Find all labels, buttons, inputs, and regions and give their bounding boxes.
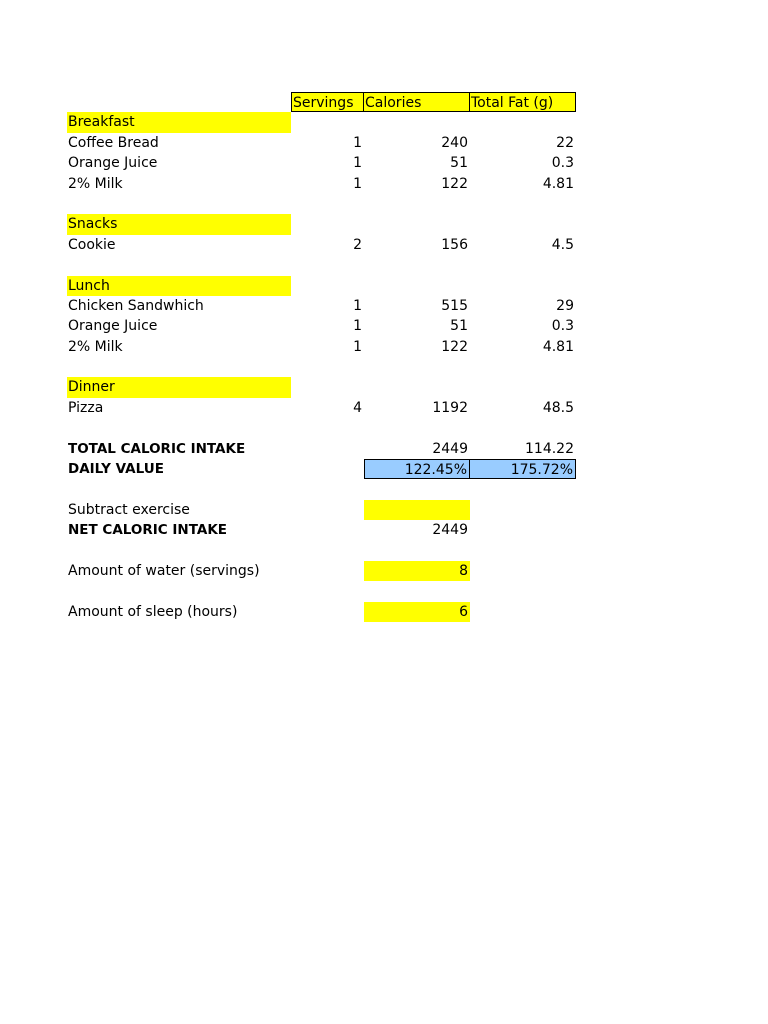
servings-cell[interactable]: 1 bbox=[353, 134, 362, 151]
food-cell[interactable]: 2% Milk bbox=[68, 175, 123, 192]
fat-cell[interactable]: 4.81 bbox=[542, 338, 574, 355]
servings-cell[interactable]: 1 bbox=[353, 297, 362, 314]
fat-cell[interactable]: 29 bbox=[556, 297, 574, 314]
fat-cell[interactable]: 48.5 bbox=[542, 399, 574, 416]
daily-value-row bbox=[67, 459, 577, 479]
food-cell[interactable]: 2% Milk bbox=[68, 338, 123, 355]
section-label[interactable]: Snacks bbox=[67, 214, 291, 234]
blank-row bbox=[67, 581, 577, 601]
header-row bbox=[67, 92, 577, 112]
daily-value-calories[interactable]: 122.45% bbox=[364, 459, 470, 479]
water-label[interactable]: Amount of water (servings) bbox=[68, 562, 260, 579]
table-row bbox=[67, 174, 577, 194]
blank-row bbox=[67, 255, 577, 275]
fat-cell[interactable]: 0.3 bbox=[551, 318, 574, 335]
servings-cell[interactable]: 2 bbox=[353, 236, 362, 253]
servings-cell[interactable]: 1 bbox=[353, 318, 362, 335]
calories-cell[interactable]: 240 bbox=[441, 134, 468, 151]
daily-value-label[interactable]: DAILY VALUE bbox=[68, 461, 164, 478]
table-row bbox=[67, 153, 577, 173]
calories-cell[interactable]: 1192 bbox=[432, 399, 468, 416]
servings-cell[interactable]: 1 bbox=[353, 155, 362, 172]
daily-value-fat[interactable]: 175.72% bbox=[470, 459, 576, 479]
net-value[interactable]: 2449 bbox=[432, 522, 468, 539]
calories-cell[interactable]: 122 bbox=[441, 338, 468, 355]
fat-cell[interactable]: 0.3 bbox=[551, 155, 574, 172]
section-label[interactable]: Breakfast bbox=[67, 112, 291, 132]
total-fat[interactable]: 114.22 bbox=[525, 440, 574, 457]
table-row bbox=[67, 296, 577, 316]
water-input[interactable]: 8 bbox=[364, 561, 470, 581]
blank-row bbox=[67, 541, 577, 561]
food-cell[interactable]: Orange Juice bbox=[68, 155, 158, 172]
section-row-breakfast bbox=[67, 112, 577, 132]
servings-cell[interactable]: 4 bbox=[353, 399, 362, 416]
fat-cell[interactable]: 4.81 bbox=[542, 175, 574, 192]
net-label[interactable]: NET CALORIC INTAKE bbox=[68, 522, 228, 539]
calories-cell[interactable]: 51 bbox=[450, 155, 468, 172]
water-row bbox=[67, 561, 577, 581]
calories-cell[interactable]: 51 bbox=[450, 318, 468, 335]
spreadsheet bbox=[67, 92, 577, 622]
exercise-label[interactable]: Subtract exercise bbox=[68, 501, 190, 518]
fat-cell[interactable]: 22 bbox=[556, 134, 574, 151]
servings-cell[interactable]: 1 bbox=[353, 175, 362, 192]
sleep-label[interactable]: Amount of sleep (hours) bbox=[68, 603, 238, 620]
calories-cell[interactable]: 122 bbox=[441, 175, 468, 192]
food-cell[interactable]: Pizza bbox=[68, 399, 104, 416]
section-row-dinner bbox=[67, 377, 577, 397]
sleep-row bbox=[67, 602, 577, 622]
section-row-lunch bbox=[67, 276, 577, 296]
header-servings[interactable]: Servings bbox=[291, 92, 364, 112]
section-row-snacks bbox=[67, 214, 577, 234]
calories-cell[interactable]: 156 bbox=[441, 236, 468, 253]
food-cell[interactable]: Coffee Bread bbox=[68, 134, 159, 151]
exercise-input[interactable] bbox=[364, 500, 470, 520]
table-row bbox=[67, 235, 577, 255]
table-row bbox=[67, 316, 577, 336]
calories-cell[interactable]: 515 bbox=[441, 297, 468, 314]
food-cell[interactable]: Orange Juice bbox=[68, 318, 158, 335]
table-row bbox=[67, 398, 577, 418]
table-row bbox=[67, 337, 577, 357]
food-cell[interactable]: Chicken Sandwhich bbox=[68, 297, 204, 314]
servings-cell[interactable]: 1 bbox=[353, 338, 362, 355]
sleep-input[interactable]: 6 bbox=[364, 602, 470, 622]
total-label[interactable]: TOTAL CALORIC INTAKE bbox=[68, 440, 246, 457]
exercise-row bbox=[67, 500, 577, 520]
food-cell[interactable]: Cookie bbox=[68, 236, 116, 253]
total-row bbox=[67, 439, 577, 459]
fat-cell[interactable]: 4.5 bbox=[551, 236, 574, 253]
total-calories[interactable]: 2449 bbox=[432, 440, 468, 457]
table-row bbox=[67, 133, 577, 153]
blank-row bbox=[67, 418, 577, 438]
section-label[interactable]: Lunch bbox=[67, 276, 291, 296]
header-total-fat[interactable]: Total Fat (g) bbox=[470, 92, 576, 112]
net-row bbox=[67, 520, 577, 540]
blank-row bbox=[67, 479, 577, 499]
header-calories[interactable]: Calories bbox=[364, 92, 470, 112]
blank-row bbox=[67, 357, 577, 377]
blank-row bbox=[67, 194, 577, 214]
section-label[interactable]: Dinner bbox=[67, 377, 291, 397]
